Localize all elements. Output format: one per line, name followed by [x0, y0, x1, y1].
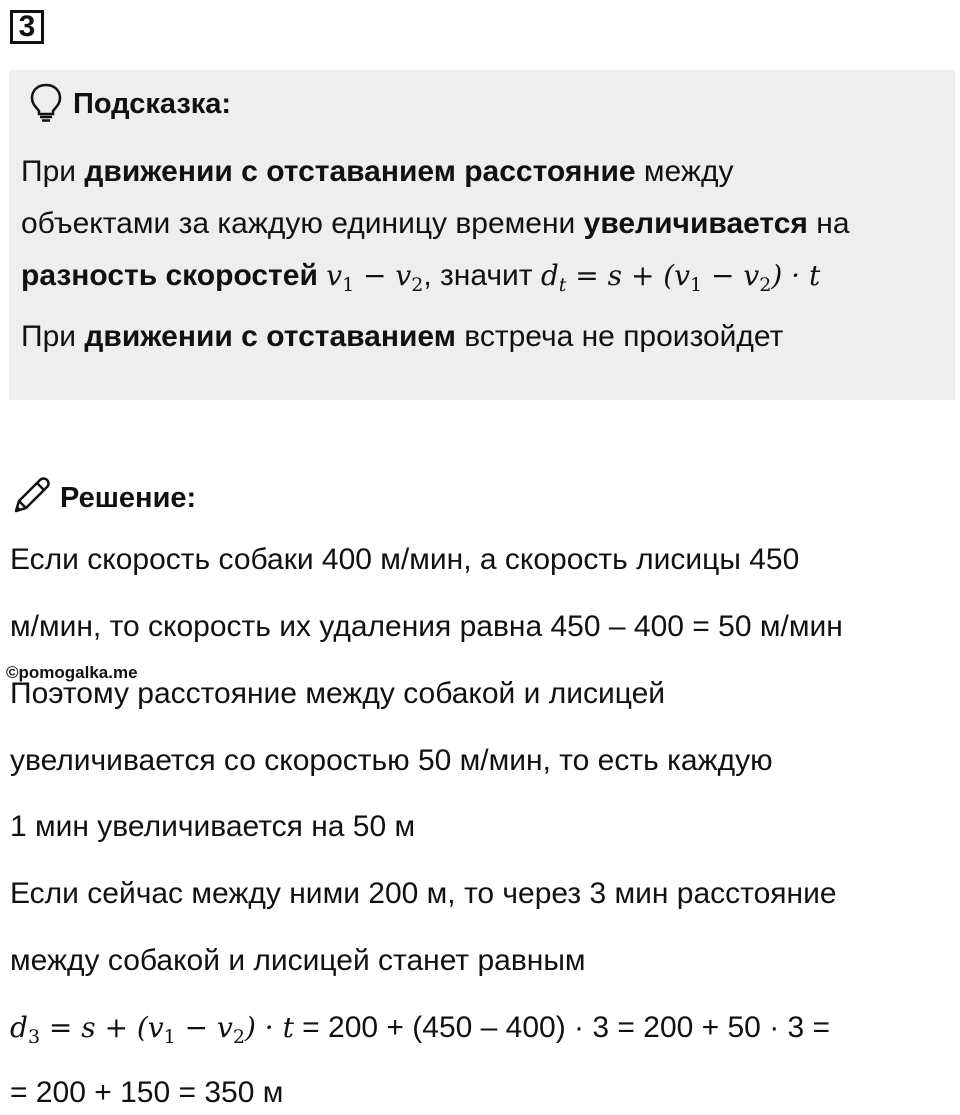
- hint-header: [29, 82, 231, 127]
- solution-line-2: м/мин, то скорость их удаления равна 450 – 400 = 50 м/мин: [10, 610, 843, 643]
- hint-title: Подсказка:: [73, 88, 232, 120]
- hint-body: [21, 146, 951, 363]
- pencil-icon: [10, 475, 52, 522]
- hint-line-4: При движении с отставанием встреча не произойдет: [21, 320, 784, 353]
- solution-formula-line: $d_3 = s + (v_1 - v_2) \cdot t = 200 + (450 - 400) \cdot 3 = 200 + 50 \cdot 3$ =: [10, 1011, 831, 1048]
- hint-box: [9, 70, 955, 400]
- hint-line-1: При движении с отставанием расстояние между: [21, 155, 734, 188]
- solution-title: Решение:: [60, 482, 197, 514]
- hint-line-2: объектами за каждую единицу времени увеличивается на: [21, 207, 850, 240]
- solution-line-4: увеличивается со скоростью 50 м/мин, то есть каждую: [10, 744, 773, 777]
- task-number: 3: [10, 10, 44, 44]
- solution-line-3: Поэтому расстояние между собакой и лисицей: [10, 677, 666, 710]
- watermark: ©pomogalka.me: [6, 663, 138, 682]
- solution-line-5: 1 мин увеличивается на 50 м: [10, 810, 416, 843]
- hint-line-3: разность скоростей $v_1 - v_2$, значит $d_t = s + (v_1 - v_2) \cdot t$: [21, 259, 821, 296]
- solution-line-1: Если скорость собаки 400 м/мин, а скорость лисицы 450: [10, 543, 800, 576]
- solution-header: [10, 475, 196, 522]
- solution-line-7: между собакой и лисицей станет равным: [10, 944, 586, 977]
- lightbulb-icon: [29, 82, 63, 127]
- solution-final-line: = 200 + 150 = 350 м: [10, 1076, 284, 1109]
- solution-line-6: Если сейчас между ними 200 м, то через 3 мин расстояние: [10, 877, 837, 910]
